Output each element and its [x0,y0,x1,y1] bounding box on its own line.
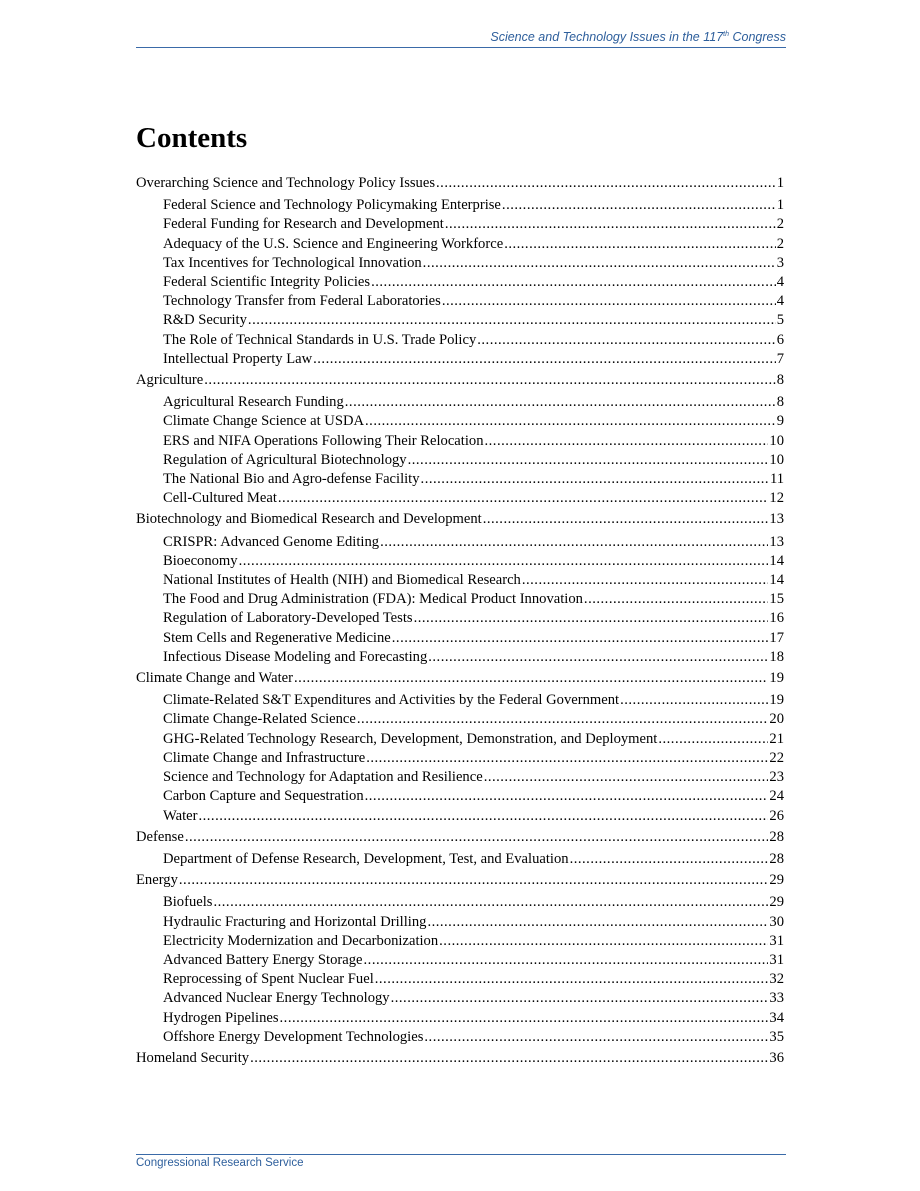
toc-entry-title: The National Bio and Agro-defense Facility [163,471,420,488]
running-header [136,30,786,48]
toc-page-number: 15 [769,591,784,608]
dot-leader [357,710,769,729]
toc-subsection-entry[interactable] [136,273,784,292]
dot-leader [213,893,768,912]
toc-page-number: 8 [776,394,784,411]
toc-entry-title: Intellectual Property Law [163,350,313,367]
toc-entry-title: Tax Incentives for Technological Innovation [163,254,422,271]
toc-page-number: 35 [769,1028,784,1045]
toc-page-number: 26 [769,807,784,824]
toc-subsection-entry[interactable] [136,235,784,254]
dot-leader [371,273,776,292]
toc-subsection-entry[interactable] [136,932,784,951]
toc-entry-title: Advanced Battery Energy Storage [163,951,363,968]
toc-page-number: 18 [769,648,784,665]
toc-page-number: 1 [776,197,784,214]
dot-leader [421,470,769,489]
toc-subsection-list [136,893,784,1047]
dot-leader [485,432,769,451]
toc-subsection-entry[interactable] [136,850,784,869]
toc-subsection-list [136,196,784,369]
toc-page-number: 3 [776,254,784,271]
footer-text: Congressional Research Service [136,1157,304,1169]
toc-subsection-entry[interactable] [136,710,784,729]
toc-entry-title: Federal Funding for Research and Development [163,216,444,233]
toc-entry-title: Advanced Nuclear Energy Technology [163,990,390,1007]
toc-page-number: 33 [769,990,784,1007]
dot-leader [380,533,768,552]
toc-page-number: 4 [776,274,784,291]
toc-subsection-entry[interactable] [136,951,784,970]
toc-subsection-entry[interactable] [136,691,784,710]
table-of-contents [136,174,784,1068]
toc-subsection-entry[interactable] [136,893,784,912]
dot-leader [483,510,769,529]
toc-entry-title: Water [163,807,198,824]
toc-entry-title: Reprocessing of Spent Nuclear Fuel [163,971,374,988]
toc-entry-title: R&D Security [163,312,247,329]
toc-page-number: 6 [776,331,784,348]
toc-page-number: 28 [769,828,784,845]
toc-section-entry[interactable] [136,828,784,847]
toc-page-number: 32 [769,971,784,988]
toc-entry-title: Regulation of Laboratory-Developed Tests [163,610,413,627]
toc-section [136,1049,784,1068]
dot-leader [365,412,776,431]
dot-leader [250,1049,768,1068]
toc-entry-title: Hydrogen Pipelines [163,1009,279,1026]
toc-entry-title: Offshore Energy Development Technologies [163,1028,424,1045]
dot-leader [375,970,769,989]
toc-entry-title: The Role of Technical Standards in U.S. Trade Policy [163,331,477,348]
toc-entry-title: Hydraulic Fracturing and Horizontal Drilling [163,913,427,930]
toc-subsection-entry[interactable] [136,1028,784,1047]
toc-subsection-entry[interactable] [136,470,784,489]
toc-subsection-list [136,393,784,508]
toc-entry-title: Climate-Related S&T Expenditures and Activities by the Federal Government [163,692,620,709]
toc-subsection-list [136,850,784,869]
toc-entry-title: Energy [136,872,178,889]
toc-subsection-list [136,691,784,825]
toc-page-number: 12 [769,490,784,507]
toc-subsection-entry[interactable] [136,590,784,609]
dot-leader [365,787,769,806]
toc-subsection-entry[interactable] [136,331,784,350]
toc-subsection-entry[interactable] [136,215,784,234]
page-title: Contents [136,122,248,154]
dot-leader [204,371,775,390]
dot-leader [658,730,768,749]
toc-entry-title: Climate Change-Related Science [163,711,356,728]
dot-leader [392,629,769,648]
toc-page-number: 1 [776,175,784,191]
toc-page-number: 31 [769,932,784,949]
toc-page-number: 16 [769,610,784,627]
toc-subsection-entry[interactable] [136,1009,784,1028]
toc-page-number: 30 [769,913,784,930]
dot-leader [502,196,776,215]
dot-leader [445,215,776,234]
toc-subsection-entry[interactable] [136,609,784,628]
dot-leader [620,691,768,710]
toc-subsection-entry[interactable] [136,350,784,369]
toc-entry-title: GHG-Related Technology Research, Development, Demonstration, and Deployment [163,730,658,747]
toc-page-number: 31 [769,951,784,968]
toc-page-number: 19 [769,670,784,687]
toc-subsection-entry[interactable] [136,393,784,412]
toc-section [136,828,784,869]
running-footer [136,1154,786,1169]
toc-entry-title: Defense [136,828,184,845]
toc-page-number: 21 [769,730,784,747]
dot-leader [424,1028,768,1047]
dot-leader [442,292,776,311]
toc-entry-title: Department of Defense Research, Development, Test, and Evaluation [163,850,569,867]
toc-subsection-entry[interactable] [136,571,784,590]
dot-leader [185,828,769,847]
dot-leader [313,350,776,369]
toc-page-number: 22 [769,749,784,766]
toc-subsection-entry[interactable] [136,749,784,768]
toc-entry-title: Science and Technology for Adaptation and Resilience [163,769,483,786]
toc-entry-title: Infectious Disease Modeling and Forecasting [163,648,428,665]
dot-leader [391,989,769,1008]
dot-leader [408,451,769,470]
dot-leader [428,648,768,667]
dot-leader [484,768,769,787]
toc-entry-title: Adequacy of the U.S. Science and Engineering Workforce [163,235,504,252]
toc-page-number: 28 [769,850,784,867]
toc-section [136,371,784,508]
toc-entry-title: Federal Scientific Integrity Policies [163,274,371,291]
toc-page-number: 17 [769,629,784,646]
dot-leader [345,393,776,412]
header-title-suffix: Congress [729,30,786,44]
toc-section [136,510,784,667]
toc-entry-title: Climate Change and Infrastructure [163,749,366,766]
toc-entry-title: Bioeconomy [163,552,238,569]
toc-subsection-entry[interactable] [136,489,784,508]
toc-subsection-entry[interactable] [136,292,784,311]
toc-page-number: 19 [769,692,784,709]
toc-subsection-entry[interactable] [136,412,784,431]
toc-entry-title: Electricity Modernization and Decarbonization [163,932,439,949]
toc-subsection-entry[interactable] [136,254,784,273]
toc-entry-title: Overarching Science and Technology Policy Issues [136,175,436,191]
toc-page-number: 13 [769,511,784,528]
toc-page-number: 34 [769,1009,784,1026]
toc-section-entry[interactable] [136,510,784,529]
toc-page-number: 8 [776,372,784,389]
dot-leader [294,669,768,688]
toc-page-number: 23 [769,769,784,786]
toc-subsection-entry[interactable] [136,970,784,989]
toc-subsection-entry[interactable] [136,768,784,787]
toc-subsection-entry[interactable] [136,311,784,330]
toc-entry-title: Cell-Cultured Meat [163,490,277,507]
toc-entry-title: Agricultural Research Funding [163,394,344,411]
dot-leader [427,913,768,932]
toc-page-number: 10 [769,451,784,468]
toc-section-entry[interactable] [136,871,784,890]
toc-entry-title: Carbon Capture and Sequestration [163,788,364,805]
dot-leader [248,311,776,330]
toc-page-number: 10 [769,432,784,449]
dot-leader [477,331,775,350]
dot-leader [414,609,769,628]
toc-page-number: 14 [769,552,784,569]
dot-leader [439,932,768,951]
toc-page-number: 14 [769,572,784,589]
toc-page-number: 11 [769,471,784,488]
dot-leader [278,489,769,508]
toc-subsection-entry[interactable] [136,989,784,1008]
header-title-sup: th [723,30,730,38]
toc-entry-title: Agriculture [136,372,204,389]
toc-entry-title: Biofuels [163,894,213,911]
toc-entry-title: ERS and NIFA Operations Following Their Relocation [163,432,484,449]
toc-page-number: 2 [776,235,784,252]
toc-subsection-entry[interactable] [136,913,784,932]
toc-section-entry[interactable] [136,669,784,688]
dot-leader [239,552,769,571]
dot-leader [584,590,768,609]
toc-subsection-entry[interactable] [136,451,784,470]
toc-subsection-entry[interactable] [136,432,784,451]
dot-leader [179,871,769,890]
toc-entry-title: Regulation of Agricultural Biotechnology [163,451,407,468]
toc-page-number: 24 [769,788,784,805]
toc-subsection-entry[interactable] [136,730,784,749]
toc-subsection-entry[interactable] [136,787,784,806]
toc-subsection-entry[interactable] [136,533,784,552]
toc-section [136,174,784,369]
toc-entry-title: Homeland Security [136,1049,250,1066]
toc-subsection-entry[interactable] [136,552,784,571]
toc-section-entry[interactable] [136,1049,784,1068]
toc-page-number: 4 [776,293,784,310]
dot-leader [364,951,769,970]
dot-leader [366,749,768,768]
dot-leader [436,174,776,193]
toc-entry-title: The Food and Drug Administration (FDA): Medical Product Innovation [163,591,583,608]
header-title-prefix: Science and Technology Issues in the 117 [490,30,724,44]
toc-subsection-entry[interactable] [136,196,784,215]
toc-entry-title: Technology Transfer from Federal Laboratories [163,293,441,310]
dot-leader [198,807,768,826]
toc-entry-title: CRISPR: Advanced Genome Editing [163,533,380,550]
toc-page-number: 20 [769,711,784,728]
toc-subsection-entry[interactable] [136,807,784,826]
toc-entry-title: Biotechnology and Biomedical Research and Development [136,511,482,528]
toc-page-number: 7 [776,350,784,367]
toc-section-entry[interactable] [136,174,784,193]
toc-page-number: 2 [776,216,784,233]
dot-leader [423,254,776,273]
toc-page-number: 9 [776,413,784,430]
toc-section-entry[interactable] [136,371,784,390]
toc-page-number: 5 [776,312,784,329]
toc-section [136,669,784,826]
dot-leader [522,571,769,590]
toc-entry-title: Stem Cells and Regenerative Medicine [163,629,391,646]
toc-page-number: 29 [769,894,784,911]
toc-entry-title: Climate Change Science at USDA [163,413,365,430]
toc-section [136,871,784,1047]
toc-subsection-list [136,533,784,667]
toc-entry-title: Climate Change and Water [136,670,294,687]
dot-leader [504,235,776,254]
toc-page-number: 29 [769,872,784,889]
dot-leader [280,1009,769,1028]
toc-page-number: 36 [769,1049,784,1066]
toc-page-number: 13 [769,533,784,550]
dot-leader [570,850,769,869]
toc-subsection-entry[interactable] [136,629,784,648]
toc-entry-title: National Institutes of Health (NIH) and Biomedical Research [163,572,521,589]
toc-subsection-entry[interactable] [136,648,784,667]
toc-entry-title: Federal Science and Technology Policymaking Enterprise [163,197,501,214]
